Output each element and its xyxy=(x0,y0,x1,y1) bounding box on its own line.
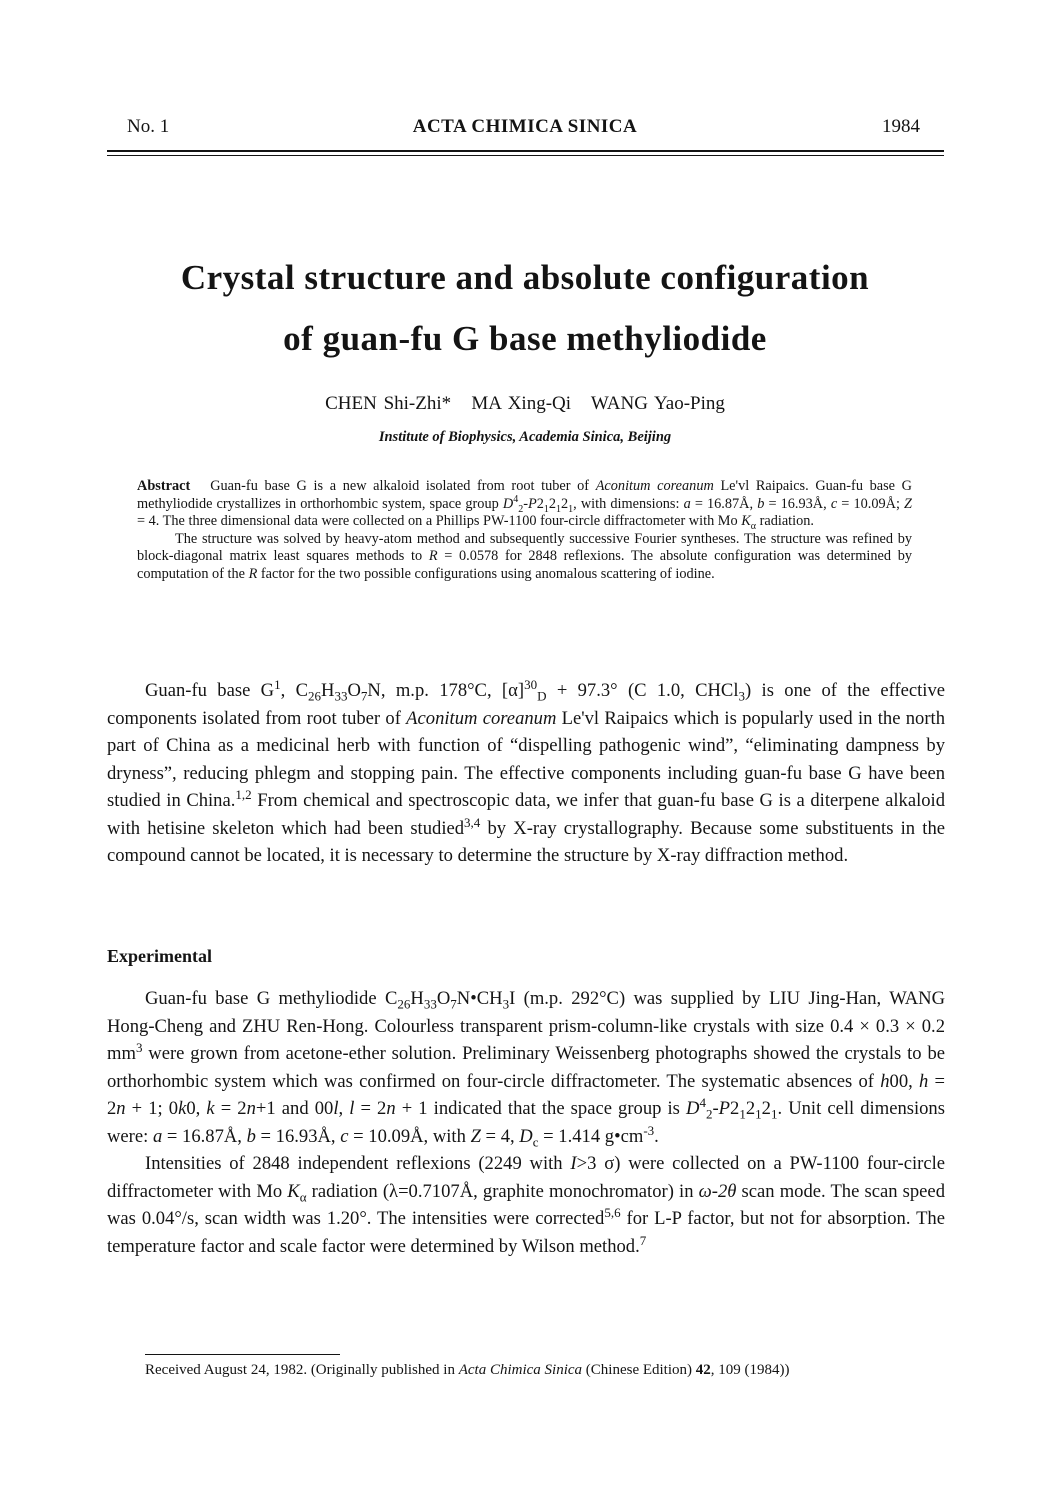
affiliation: Institute of Biophysics, Academia Sinica, Beijing xyxy=(378,429,672,445)
footnote-journal: Acta Chimica Sinica xyxy=(458,1362,583,1378)
footnote-mid: (Chinese Edition) xyxy=(582,1362,696,1378)
header-rule-thick xyxy=(107,150,944,152)
abstract-paragraph-2: The structure was solved by heavy-atom method and subsequently successive Fourier syntheses. The structure was refined by block-diagonal matrix least squares methods to R = 0.0578 for 2848 reflexions. The absolute configuration was determined by computation of the R factor for the two possible configurations using anomalous scattering of iodine. xyxy=(137,530,912,582)
issue-number: No. 1 xyxy=(127,116,170,137)
header-rule-thin xyxy=(107,155,944,156)
experimental-paragraph-2: Intensities of 2848 independent reflexions (2249 with I>3 σ) were collected on a PW-1100 four-circle diffractometer with Mo $K_\alpha$ radiation (λ=0.7107Å, graphite monochromator) in ω-2θ scan mode. The scan speed was 0.04°/s, scan width was 1.20°. The intensities were corrected$^{5,6}$ for L-P factor, but not for absorption. The temperature factor and scale factor were determined by Wilson method.$^7$ xyxy=(107,1153,945,1257)
intro-paragraph: Guan-fu base $G^1$, $C_{26}H_{33}O_7N$, m.p. 178°C, $[\alpha]^{30}_D + 97.3^\circ$ (C 1.0, CHCl$_3$) is one of the effective components isolated from root tuber of Aconitum coreanum Le'vl Raipaics which is popularly used in the north part of China as a medicinal herb with function of “dispelling pathogenic wind”, “eliminating dampness by dryness”, reducing phlegm and stopping pain. The effective components including guan-fu base G have been studied in China.$^{1,2}$ From chemical and spectroscopic data, we infer that guan-fu base G is a diterpene alkaloid with hetisine skeleton which had been studied$^{3,4}$ by X-ray crystallography. Because some substituents in the compound cannot be located, it is necessary to determine the structure by X-ray diffraction method. xyxy=(107,676,946,866)
author-list: CHEN Shi-Zhi* MA Xing-Qi WANG Yao-Ping xyxy=(325,393,725,414)
introduction xyxy=(107,677,945,870)
footnote-post: , 109 (1984)) xyxy=(710,1362,790,1378)
journal-name: ACTA CHIMICA SINICA xyxy=(412,116,638,137)
footnote-volume: 42 xyxy=(695,1362,711,1378)
footnote-rule xyxy=(145,1354,340,1355)
article-title-line-2: of guan-fu G base methyliodide xyxy=(283,319,767,358)
experimental-section xyxy=(107,985,945,1260)
article-title-line-1: Crystal structure and absolute configuration xyxy=(180,258,870,297)
abstract-label: Abstract xyxy=(137,478,191,494)
footnote-pre: Received August 24, 1982. (Originally published in xyxy=(145,1362,459,1378)
publication-year: 1984 xyxy=(882,116,920,137)
received-footnote xyxy=(145,1362,965,1379)
abstract xyxy=(137,478,912,584)
abstract-text-1: Guan-fu base G is a new alkaloid isolated from root tuber of Aconitum coreanum Le'vl Raipaics. Guan-fu base G methyliodide crystallizes in orthorhombic system, space group $D^4_2-P2_12_12_1$, with dimensions: a = 16.87Å, b = 16.93Å, c = 10.09Å; Z = 4. The three dimensional data were collected on a Phillips PW-1100 four-circle diffractometer with Mo $K_\alpha$ radiation. xyxy=(137,478,912,533)
abstract-paragraph-1 xyxy=(137,478,912,531)
experimental-paragraph-1: Guan-fu base G methyliodide $C_{26}H_{33}O_7N•CH_3I$ (m.p. 292°C) was supplied by LIU Jing-Han, WANG Hong-Cheng and ZHU Ren-Hong. Colourless transparent prism-column-like crystals with size 0.4 × 0.3 × 0.2 $mm^3$ were grown from acetone-ether solution. Preliminary Weissenberg photographs showed the crystals to be orthorhombic system which was confirmed on four-circle diffractometer. The systematic absences of h00, h = 2n + 1; 0k0, k = 2n+1 and 00l, l = 2n + 1 indicated that the space group is $D^4_2-P2_12_12_1$. Unit cell dimensions were: a = 16.87Å, b = 16.93Å, c = 10.09Å, with Z = 4, $D_c = 1.414$ $g•cm^{-3}$. xyxy=(107,988,946,1150)
experimental-heading: Experimental xyxy=(107,946,212,966)
